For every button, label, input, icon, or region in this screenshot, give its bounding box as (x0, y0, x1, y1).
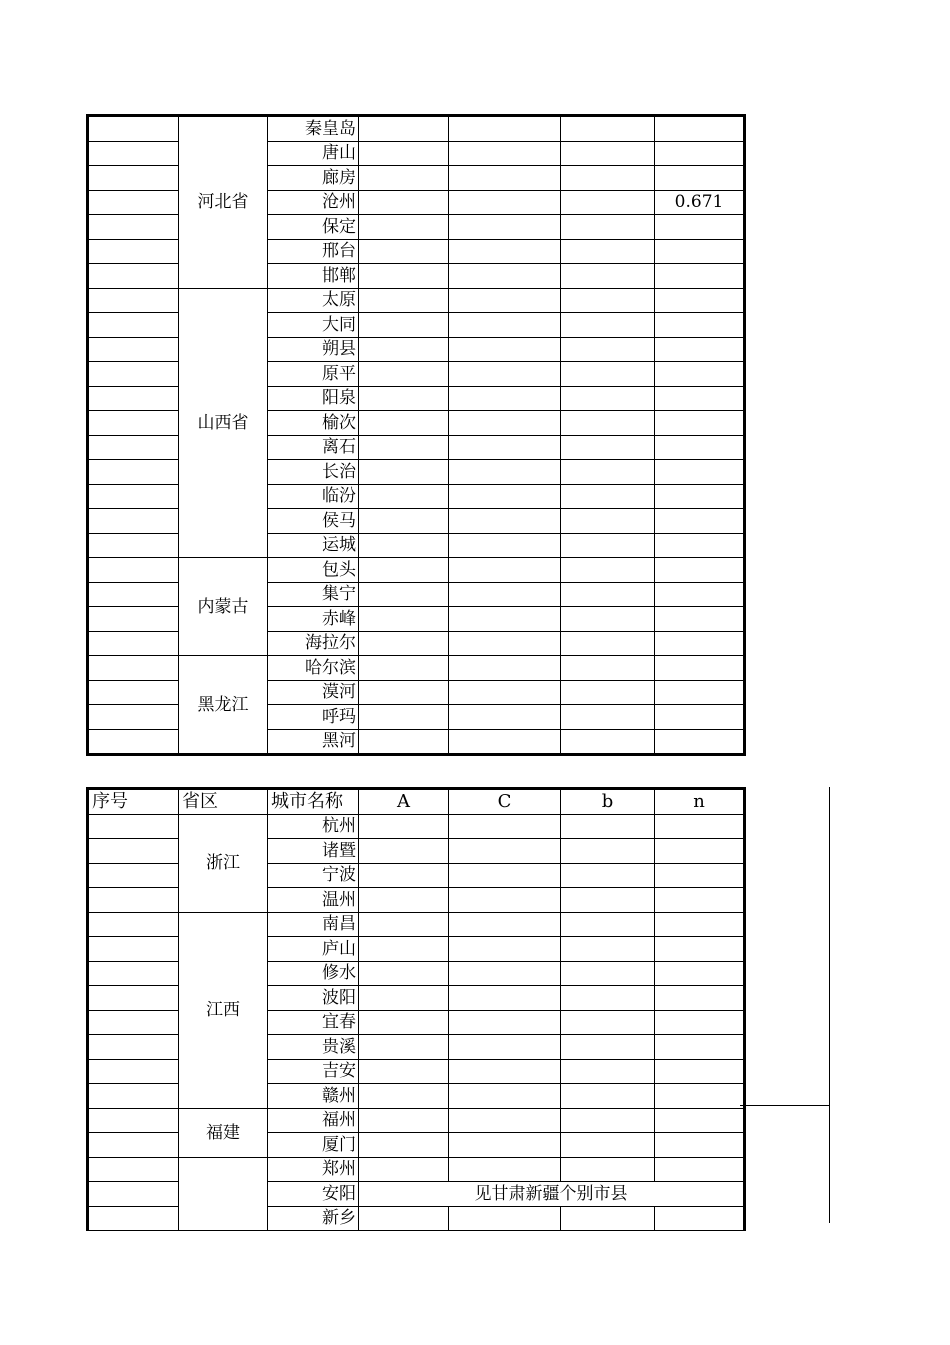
value-cell-a (359, 386, 449, 411)
value-cell-n (655, 435, 745, 460)
value-cell-b (561, 729, 655, 755)
value-cell-n (655, 814, 745, 839)
province-cell: 河北省 (179, 116, 268, 289)
seq-cell (88, 1108, 179, 1133)
seq-cell (88, 680, 179, 705)
city-cell: 廊房 (268, 166, 359, 191)
value-cell-a (359, 484, 449, 509)
value-cell-n (655, 362, 745, 387)
value-cell-a (359, 631, 449, 656)
table-row (88, 656, 745, 681)
value-cell-c (449, 141, 561, 166)
value-cell-n (655, 912, 745, 937)
city-cell: 安阳 (268, 1182, 359, 1207)
seq-cell (88, 582, 179, 607)
value-cell-n (655, 863, 745, 888)
seq-cell (88, 313, 179, 338)
province-cell: 内蒙古 (179, 558, 268, 656)
value-cell-c (449, 839, 561, 864)
seq-cell (88, 631, 179, 656)
table-row (88, 288, 745, 313)
seq-cell (88, 337, 179, 362)
value-cell-b (561, 1206, 655, 1231)
value-cell-n (655, 729, 745, 755)
city-cell: 福州 (268, 1108, 359, 1133)
value-cell-b (561, 582, 655, 607)
seq-cell (88, 912, 179, 937)
value-cell-a (359, 839, 449, 864)
value-cell-b (561, 888, 655, 913)
seq-cell (88, 239, 179, 264)
value-cell-a (359, 937, 449, 962)
city-cell: 杭州 (268, 814, 359, 839)
value-cell-n (655, 215, 745, 240)
value-cell-a (359, 1084, 449, 1109)
value-cell-n (655, 288, 745, 313)
value-cell-n (655, 1108, 745, 1133)
value-cell-b (561, 558, 655, 583)
seq-cell (88, 116, 179, 142)
seq-cell (88, 729, 179, 755)
header-b: b (561, 789, 655, 815)
city-cell: 波阳 (268, 986, 359, 1011)
value-cell-c (449, 435, 561, 460)
value-cell-n (655, 264, 745, 289)
value-cell-c (449, 509, 561, 534)
value-cell-n (655, 961, 745, 986)
value-cell-c (449, 460, 561, 485)
value-cell-b (561, 1059, 655, 1084)
city-cell: 原平 (268, 362, 359, 387)
value-cell-c (449, 1206, 561, 1231)
value-cell-n (655, 1084, 745, 1109)
value-cell-a (359, 264, 449, 289)
city-cell: 宜春 (268, 1010, 359, 1035)
value-cell-a (359, 1035, 449, 1060)
city-cell: 阳泉 (268, 386, 359, 411)
value-cell-b (561, 190, 655, 215)
value-cell-n (655, 937, 745, 962)
value-cell-c (449, 888, 561, 913)
value-cell-c (449, 582, 561, 607)
value-cell-c (449, 1108, 561, 1133)
value-cell-a (359, 1157, 449, 1182)
value-cell-b (561, 1157, 655, 1182)
province-cell: 江西 (179, 912, 268, 1108)
header-n: n (655, 789, 745, 815)
value-cell-a (359, 435, 449, 460)
value-cell-c (449, 215, 561, 240)
city-cell: 海拉尔 (268, 631, 359, 656)
value-cell-n (655, 313, 745, 338)
header-province: 省区 (179, 789, 268, 815)
seq-cell (88, 1133, 179, 1158)
value-cell-b (561, 1084, 655, 1109)
value-cell-b (561, 509, 655, 534)
value-cell-a (359, 533, 449, 558)
seq-cell (88, 264, 179, 289)
city-cell: 朔县 (268, 337, 359, 362)
city-cell: 唐山 (268, 141, 359, 166)
value-cell-n (655, 141, 745, 166)
city-cell: 临汾 (268, 484, 359, 509)
city-cell: 沧州 (268, 190, 359, 215)
value-cell-b (561, 1010, 655, 1035)
value-cell-n (655, 533, 745, 558)
value-cell-c (449, 1084, 561, 1109)
value-cell-a (359, 166, 449, 191)
value-cell-n (655, 986, 745, 1011)
seq-cell (88, 166, 179, 191)
value-cell-a (359, 912, 449, 937)
table-row (88, 116, 745, 142)
seq-cell (88, 558, 179, 583)
value-cell-n (655, 1059, 745, 1084)
value-cell-b (561, 313, 655, 338)
value-cell-c (449, 1157, 561, 1182)
value-cell-c (449, 814, 561, 839)
value-cell-c (449, 631, 561, 656)
value-cell-b (561, 839, 655, 864)
value-cell-b (561, 961, 655, 986)
city-cell: 漠河 (268, 680, 359, 705)
city-cell: 榆次 (268, 411, 359, 436)
city-cell: 包头 (268, 558, 359, 583)
value-cell-c (449, 116, 561, 142)
value-cell-a (359, 814, 449, 839)
value-cell-c (449, 961, 561, 986)
note-cell: 见甘肃新疆个别市县 (359, 1182, 745, 1207)
value-cell-a (359, 729, 449, 755)
table-lower (86, 787, 746, 1231)
value-cell-n (655, 656, 745, 681)
value-cell-b (561, 264, 655, 289)
seq-cell (88, 839, 179, 864)
seq-cell (88, 484, 179, 509)
value-cell-c (449, 912, 561, 937)
value-cell-c (449, 705, 561, 730)
value-cell-b (561, 239, 655, 264)
value-cell-b (561, 631, 655, 656)
value-cell-b (561, 533, 655, 558)
value-cell-b (561, 288, 655, 313)
value-cell-a (359, 656, 449, 681)
seq-cell (88, 961, 179, 986)
value-cell-a (359, 986, 449, 1011)
value-cell-n: 0.671 (655, 190, 745, 215)
province-cell: 黑龙江 (179, 656, 268, 755)
city-cell: 集宁 (268, 582, 359, 607)
seq-cell (88, 435, 179, 460)
value-cell-c (449, 190, 561, 215)
value-cell-n (655, 631, 745, 656)
city-cell: 保定 (268, 215, 359, 240)
value-cell-c (449, 239, 561, 264)
value-cell-a (359, 705, 449, 730)
table-row (88, 558, 745, 583)
header-c: C (449, 789, 561, 815)
value-cell-n (655, 582, 745, 607)
value-cell-n (655, 1157, 745, 1182)
value-cell-b (561, 680, 655, 705)
seq-cell (88, 986, 179, 1011)
seq-cell (88, 386, 179, 411)
city-cell: 邯郸 (268, 264, 359, 289)
city-cell: 温州 (268, 888, 359, 913)
value-cell-b (561, 362, 655, 387)
province-cell: 浙江 (179, 814, 268, 912)
value-cell-c (449, 337, 561, 362)
value-cell-c (449, 386, 561, 411)
value-cell-c (449, 729, 561, 755)
value-cell-a (359, 961, 449, 986)
value-cell-a (359, 362, 449, 387)
value-cell-n (655, 337, 745, 362)
value-cell-a (359, 239, 449, 264)
value-cell-a (359, 288, 449, 313)
seq-cell (88, 1206, 179, 1231)
value-cell-b (561, 166, 655, 191)
value-cell-b (561, 607, 655, 632)
seq-cell (88, 141, 179, 166)
value-cell-n (655, 166, 745, 191)
value-cell-c (449, 937, 561, 962)
value-cell-c (449, 1133, 561, 1158)
value-cell-b (561, 705, 655, 730)
value-cell-c (449, 986, 561, 1011)
right-border-line (829, 787, 830, 1223)
value-cell-a (359, 141, 449, 166)
value-cell-a (359, 1010, 449, 1035)
seq-cell (88, 411, 179, 436)
seq-cell (88, 888, 179, 913)
value-cell-b (561, 986, 655, 1011)
value-cell-n (655, 239, 745, 264)
header-row (88, 789, 745, 815)
value-cell-n (655, 460, 745, 485)
city-cell: 宁波 (268, 863, 359, 888)
value-cell-a (359, 680, 449, 705)
value-cell-a (359, 863, 449, 888)
value-cell-b (561, 484, 655, 509)
value-cell-a (359, 582, 449, 607)
value-cell-b (561, 215, 655, 240)
value-cell-n (655, 484, 745, 509)
city-cell: 运城 (268, 533, 359, 558)
table-row (88, 814, 745, 839)
seq-cell (88, 1157, 179, 1182)
value-cell-c (449, 558, 561, 583)
value-cell-c (449, 411, 561, 436)
value-cell-n (655, 839, 745, 864)
value-cell-a (359, 607, 449, 632)
seq-cell (88, 863, 179, 888)
value-cell-c (449, 313, 561, 338)
seq-cell (88, 190, 179, 215)
seq-cell (88, 1035, 179, 1060)
value-cell-a (359, 337, 449, 362)
value-cell-c (449, 288, 561, 313)
city-cell: 吉安 (268, 1059, 359, 1084)
city-cell: 郑州 (268, 1157, 359, 1182)
city-cell: 新乡 (268, 1206, 359, 1231)
value-cell-b (561, 141, 655, 166)
city-cell: 长治 (268, 460, 359, 485)
city-cell: 庐山 (268, 937, 359, 962)
seq-cell (88, 362, 179, 387)
seq-cell (88, 656, 179, 681)
value-cell-c (449, 264, 561, 289)
province-cell (179, 1157, 268, 1231)
table-row (88, 1108, 745, 1133)
value-cell-a (359, 411, 449, 436)
value-cell-a (359, 215, 449, 240)
table-row (88, 1157, 745, 1182)
seq-cell (88, 460, 179, 485)
value-cell-c (449, 1010, 561, 1035)
value-cell-c (449, 656, 561, 681)
province-cell: 山西省 (179, 288, 268, 558)
city-cell: 哈尔滨 (268, 656, 359, 681)
city-cell: 邢台 (268, 239, 359, 264)
value-cell-a (359, 888, 449, 913)
seq-cell (88, 288, 179, 313)
city-cell: 南昌 (268, 912, 359, 937)
value-cell-b (561, 1133, 655, 1158)
value-cell-b (561, 656, 655, 681)
seq-cell (88, 705, 179, 730)
value-cell-b (561, 1035, 655, 1060)
value-cell-n (655, 1035, 745, 1060)
value-cell-a (359, 1108, 449, 1133)
city-cell: 修水 (268, 961, 359, 986)
value-cell-n (655, 1010, 745, 1035)
value-cell-c (449, 1059, 561, 1084)
seq-cell (88, 509, 179, 534)
city-cell: 离石 (268, 435, 359, 460)
value-cell-b (561, 937, 655, 962)
seq-cell (88, 533, 179, 558)
city-cell: 赤峰 (268, 607, 359, 632)
value-cell-n (655, 705, 745, 730)
value-cell-b (561, 411, 655, 436)
value-cell-c (449, 863, 561, 888)
value-cell-n (655, 558, 745, 583)
value-cell-a (359, 558, 449, 583)
value-cell-b (561, 814, 655, 839)
value-cell-b (561, 386, 655, 411)
value-cell-b (561, 1108, 655, 1133)
value-cell-b (561, 116, 655, 142)
value-cell-a (359, 190, 449, 215)
value-cell-b (561, 337, 655, 362)
value-cell-n (655, 1133, 745, 1158)
city-cell: 诸暨 (268, 839, 359, 864)
value-cell-n (655, 411, 745, 436)
value-cell-n (655, 116, 745, 142)
seq-cell (88, 607, 179, 632)
value-cell-b (561, 435, 655, 460)
seq-cell (88, 1010, 179, 1035)
city-cell: 呼玛 (268, 705, 359, 730)
value-cell-c (449, 607, 561, 632)
city-cell: 太原 (268, 288, 359, 313)
table-upper (86, 114, 746, 756)
header-seq: 序号 (88, 789, 179, 815)
value-cell-a (359, 460, 449, 485)
value-cell-c (449, 166, 561, 191)
value-cell-c (449, 680, 561, 705)
value-cell-a (359, 509, 449, 534)
table-row (88, 912, 745, 937)
value-cell-b (561, 912, 655, 937)
value-cell-a (359, 1059, 449, 1084)
value-cell-n (655, 888, 745, 913)
header-city: 城市名称 (268, 789, 359, 815)
city-cell: 贵溪 (268, 1035, 359, 1060)
value-cell-c (449, 484, 561, 509)
value-cell-n (655, 509, 745, 534)
value-cell-c (449, 533, 561, 558)
value-cell-a (359, 313, 449, 338)
header-a: A (359, 789, 449, 815)
value-cell-c (449, 362, 561, 387)
value-cell-n (655, 680, 745, 705)
value-cell-a (359, 1206, 449, 1231)
value-cell-n (655, 386, 745, 411)
seq-cell (88, 215, 179, 240)
right-divider-line (740, 1105, 830, 1106)
seq-cell (88, 1059, 179, 1084)
city-cell: 大同 (268, 313, 359, 338)
value-cell-a (359, 1133, 449, 1158)
city-cell: 秦皇岛 (268, 116, 359, 142)
value-cell-n (655, 607, 745, 632)
value-cell-c (449, 1035, 561, 1060)
value-cell-a (359, 116, 449, 142)
city-cell: 厦门 (268, 1133, 359, 1158)
seq-cell (88, 937, 179, 962)
province-cell: 福建 (179, 1108, 268, 1157)
seq-cell (88, 814, 179, 839)
value-cell-b (561, 863, 655, 888)
seq-cell (88, 1182, 179, 1207)
value-cell-n (655, 1206, 745, 1231)
city-cell: 黑河 (268, 729, 359, 755)
value-cell-b (561, 460, 655, 485)
city-cell: 赣州 (268, 1084, 359, 1109)
seq-cell (88, 1084, 179, 1109)
city-cell: 侯马 (268, 509, 359, 534)
